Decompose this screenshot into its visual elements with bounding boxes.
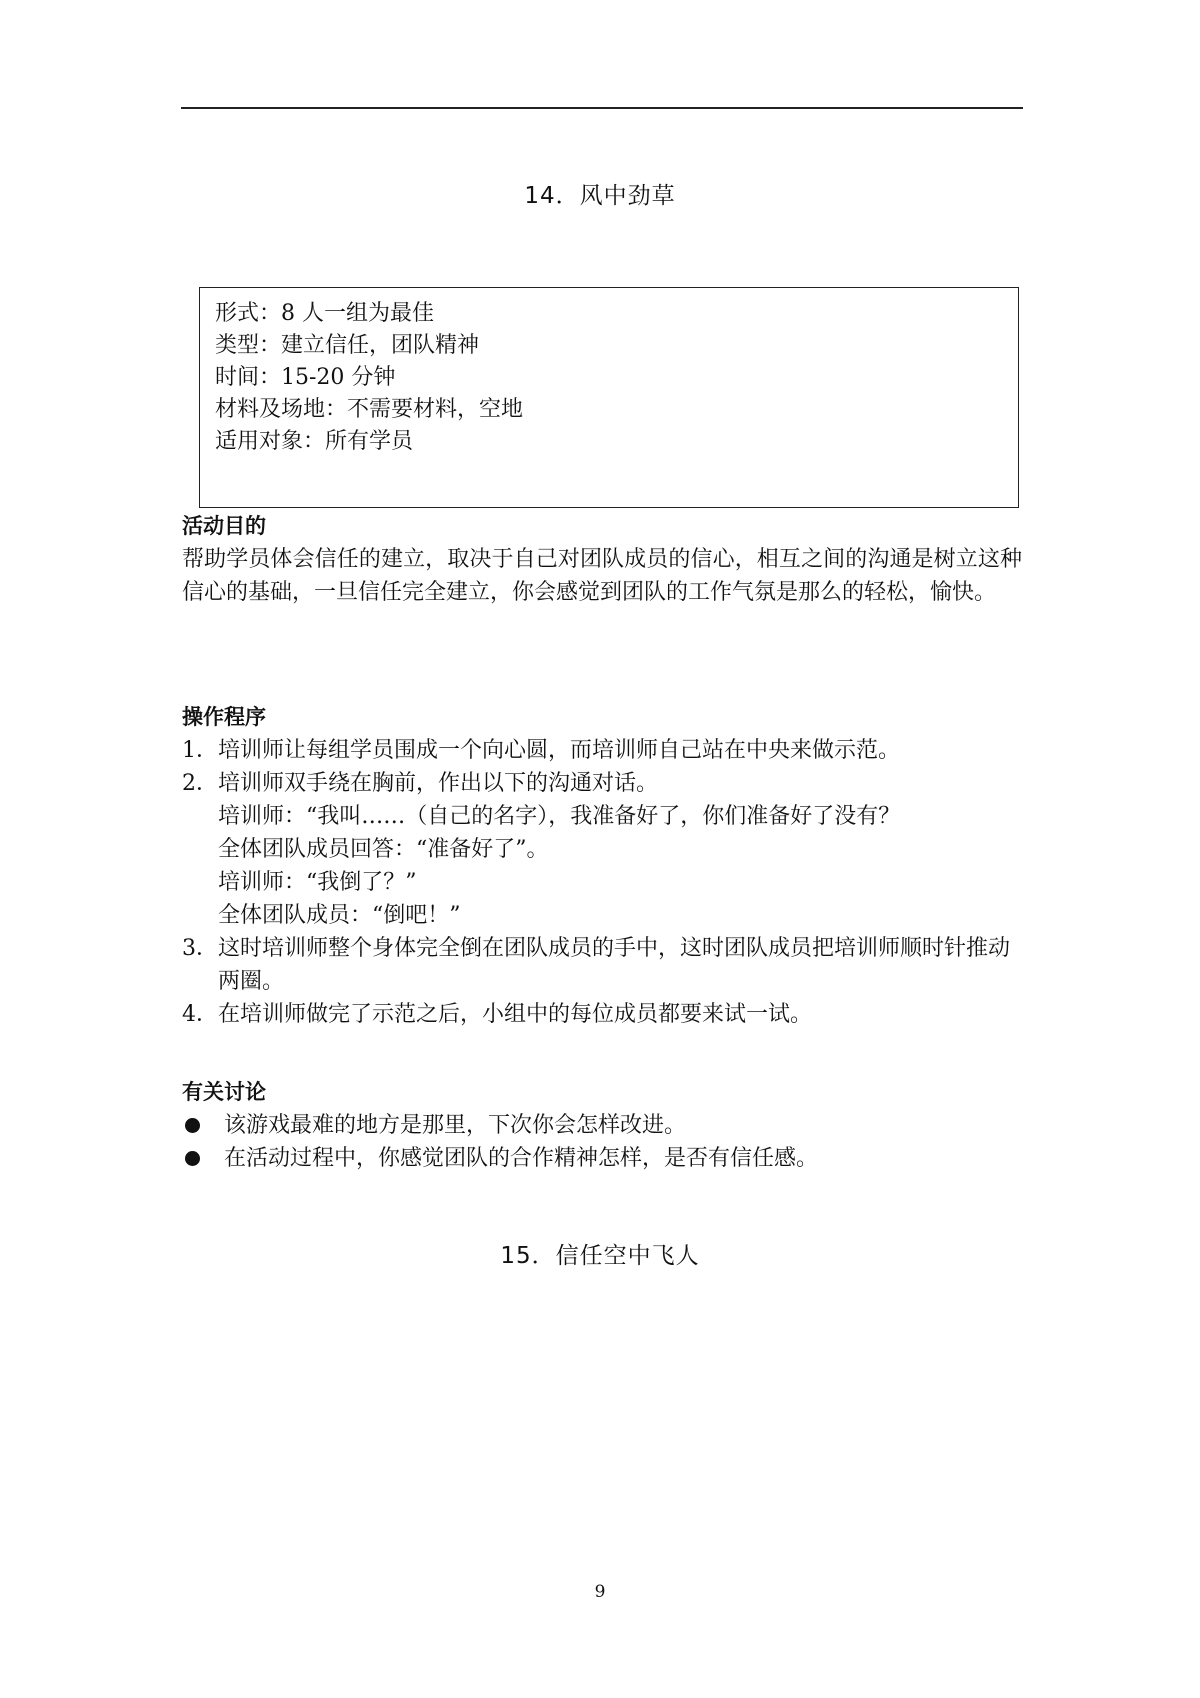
info-type: 类型：建立信任，团队精神 — [215, 333, 480, 358]
procedure-step — [182, 767, 1022, 800]
header-rule — [181, 107, 1023, 109]
procedure-step — [182, 734, 1022, 767]
step-text: 培训师双手绕在胸前，作出以下的沟通对话。 — [218, 771, 659, 796]
dialog-line: 全体团队成员：“倒吧！” — [218, 903, 461, 928]
step-text: 培训师让每组学员围成一个向心圆，而培训师自己站在中央来做示范。 — [218, 738, 901, 763]
step-number: 3． — [182, 936, 218, 961]
info-audience: 适用对象：所有学员 — [215, 429, 414, 454]
discussion-item — [182, 1109, 1022, 1142]
dialog-line: 培训师：“我倒了？” — [218, 870, 417, 895]
step-number: 4． — [182, 1002, 218, 1027]
activity-info-box — [199, 287, 1019, 508]
section-title-15: 15．信任空中飞人 — [500, 1243, 700, 1269]
bullet-icon — [185, 1118, 200, 1133]
discussion-heading: 有关讨论 — [182, 1080, 266, 1104]
procedure-step — [182, 998, 1022, 1031]
step-text: 这时培训师整个身体完全倒在团队成员的手中，这时团队成员把培训师顺时针推动两圈。 — [218, 936, 1011, 994]
section-title-14: 14．风中劲草 — [524, 183, 676, 209]
discussion-item — [182, 1142, 1022, 1175]
info-time: 时间：15-20 分钟 — [215, 365, 396, 390]
discussion-item-text: 在活动过程中，你感觉团队的合作精神怎样，是否有信任感。 — [224, 1146, 819, 1171]
purpose-text: 帮助学员体会信任的建立，取决于自己对团队成员的信心，相互之间的沟通是树立这种信心的基础，一旦信任完全建立，你会感觉到团队的工作气氛是那么的轻松，愉快。 — [182, 547, 1022, 605]
dialog-line: 全体团队成员回答：“准备好了”。 — [218, 837, 549, 862]
info-materials: 材料及场地：不需要材料，空地 — [215, 397, 524, 422]
procedure-step — [182, 932, 1022, 998]
purpose-heading: 活动目的 — [182, 514, 266, 538]
discussion-section — [182, 1076, 1022, 1175]
step-number: 1． — [182, 738, 218, 763]
info-form: 形式：8 人一组为最佳 — [215, 301, 434, 326]
discussion-item-text: 该游戏最难的地方是那里，下次你会怎样改进。 — [224, 1113, 687, 1138]
dialog-line: 培训师：“我叫……（自己的名字），我准备好了，你们准备好了没有？ — [218, 804, 901, 829]
procedure-heading: 操作程序 — [182, 705, 266, 729]
bullet-icon — [185, 1151, 200, 1166]
step-number: 2． — [182, 771, 218, 796]
procedure-section — [182, 701, 1022, 1031]
purpose-section — [182, 510, 1022, 609]
page-number: 9 — [594, 1582, 606, 1602]
step-text: 在培训师做完了示范之后，小组中的每位成员都要来试一试。 — [218, 1002, 813, 1027]
